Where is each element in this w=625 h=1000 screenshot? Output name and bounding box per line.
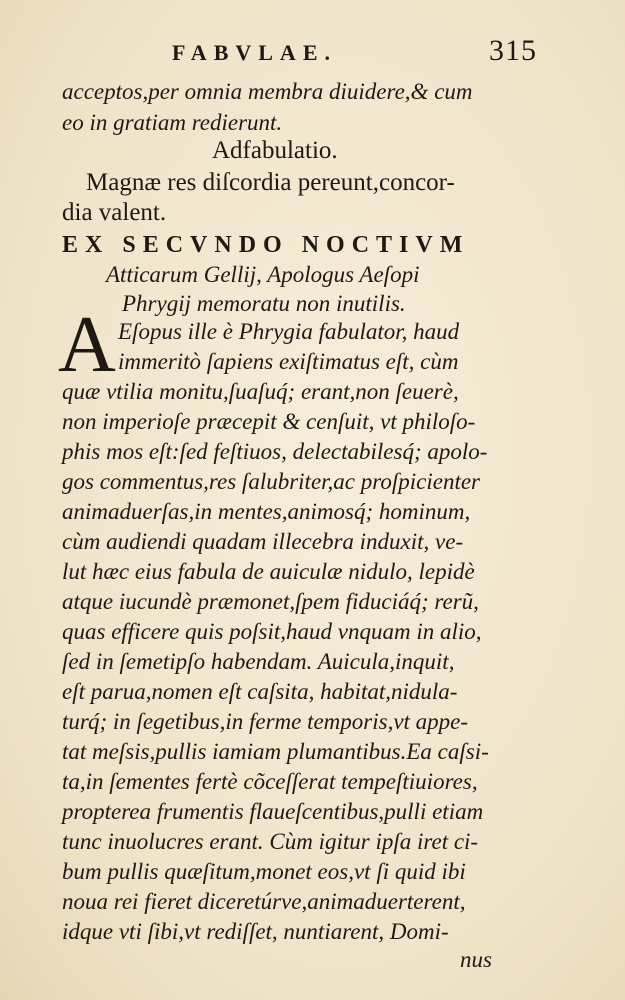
text-line: eſt parua,nomen eſt caſsita, habitat,nidula- xyxy=(62,679,458,704)
text-line: immeritò ſapiens exiſtimatus eſt, cùm xyxy=(118,349,459,374)
section-heading: Adfabulatio. xyxy=(212,137,338,164)
text-line: Magnæ res diſcordia pereunt,concor- xyxy=(86,169,455,196)
subheading-line: Phrygij memoratu non inutilis. xyxy=(122,291,406,316)
text-line: lut hæc eius fabula de auiculæ nidulo, lepidè xyxy=(62,559,475,584)
text-line: dia valent. xyxy=(62,199,167,226)
section-heading: EX SECVNDO NOCTIVM xyxy=(62,232,470,258)
text-line: noua rei fieret diceretúrve,animaduerterent, xyxy=(62,889,466,914)
subheading-line: Atticarum Gellij, Apologus Aeſopi xyxy=(106,262,420,287)
text-line: quæ vtilia monitu,ſuaſuq́; erant,non ſeuerè, xyxy=(62,379,459,404)
text-line: eo in gratiam redierunt. xyxy=(62,110,283,135)
text-line: ta,in ſementes fertè cõceſſerat tempeſtiuiores, xyxy=(62,769,478,794)
text-line: quas efficere quis poſsit,haud vnquam in alio, xyxy=(62,619,482,644)
text-line: acceptos,per omnia membra diuidere,& cum xyxy=(62,79,473,104)
text-line: propterea frumentis flaueſcentibus,pulli etiam xyxy=(62,799,484,824)
text-line: tat meſsis,pullis iamiam plumantibus.Ea caſsi- xyxy=(62,739,489,764)
text-line: animaduerſas,in mentes,animosq́; hominum, xyxy=(62,499,471,524)
text-line: cùm audiendi quadam illecebra induxit, ve- xyxy=(62,529,464,554)
text-line: turq́; in ſegetibus,in ferme temporis,vt appe- xyxy=(62,709,469,734)
page-number: 315 xyxy=(489,34,537,67)
text-line: bum pullis quæſitum,monet eos,vt ſi quid ibi xyxy=(62,859,466,884)
catchword: nus xyxy=(460,947,492,972)
text-line: ſed in ſemetipſo habendam. Auicula,inquit, xyxy=(62,649,455,674)
text-line: tunc inuolucres erant. Cùm igitur ipſa iret ci- xyxy=(62,829,479,854)
text-line: phis mos eſt:ſed feſtiuos, delectabilesq́; apolo- xyxy=(62,439,488,464)
text-line: Eſopus ille è Phrygia fabulator, haud xyxy=(118,319,460,344)
text-line: non imperioſe præcepit & cenſuit, vt philoſo- xyxy=(62,409,476,434)
drop-cap: A xyxy=(58,301,116,389)
text-line: atque iucundè præmonet,ſpem fiduciáq́; rerũ, xyxy=(62,589,479,614)
text-line: idque vti ſibi,vt rediſſet, nuntiarent, Domi- xyxy=(62,919,449,944)
running-title: FABVLAE. xyxy=(172,40,337,65)
text-line: gos commentus,res ſalubriter,ac proſpicienter xyxy=(62,469,480,494)
